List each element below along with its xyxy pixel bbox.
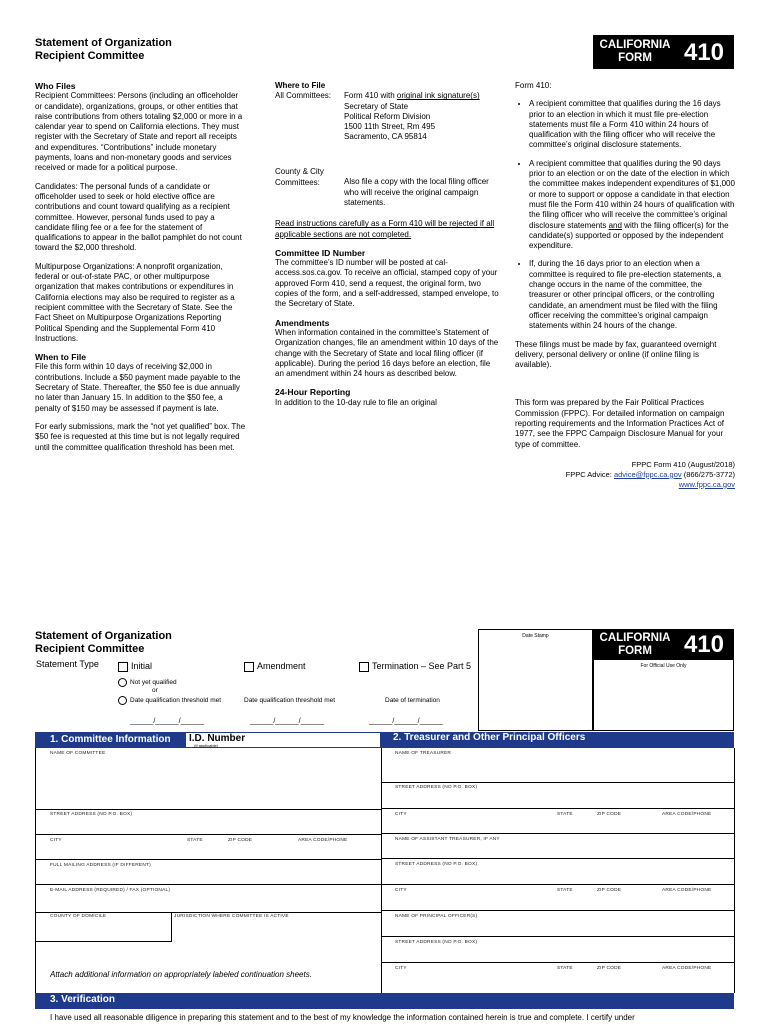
committee-name-field[interactable]: NAME OF COMMITTEE <box>50 751 106 756</box>
or-label: or <box>152 687 158 694</box>
jurisdiction-field[interactable]: JURISDICTION WHERE COMMITTEE IS ACTIVE <box>174 914 289 919</box>
termination-option[interactable]: Termination – See Part 5 <box>359 661 471 672</box>
committee-zip-field[interactable]: ZIP CODE <box>228 838 253 843</box>
committee-phone-field[interactable]: AREA CODE/PHONE <box>298 838 348 843</box>
who-files-text: Recipient Committees: Persons (including an officeholder or candidate), organizations, groups, or other entities that raise contributions from others totaling $2,000 or more in a calendar year to spend on California elections. They must register with the Secretary of State and report all receipts and expenditures. “Contributions” include monetary payments, loans and non-monetary goods and services received or made for a political purpose. <box>35 91 243 173</box>
asst-treasurer-street-field[interactable]: STREET ADDRESS (NO P.O. BOX) <box>395 862 478 867</box>
section-2-bar <box>381 732 734 748</box>
who-files-heading: Who Files <box>35 81 76 91</box>
all-committees-label: All Committees: <box>275 91 332 101</box>
asst-treasurer-phone-field[interactable]: AREA CODE/PHONE <box>662 888 712 893</box>
section-1-title: 1. Committee Information <box>50 734 171 745</box>
all-committees-text: Form 410 with <box>344 91 397 101</box>
form-title-line-1: Statement of Organization <box>35 630 172 642</box>
section-2-title: 2. Treasurer and Other Principal Officers <box>393 732 586 743</box>
address-line-3: 1500 11th Street, Rm 495 <box>344 122 436 132</box>
principal-officer-phone-field[interactable]: AREA CODE/PHONE <box>662 966 712 971</box>
treasurer-city-field[interactable]: CITY <box>395 812 407 817</box>
termination-checkbox[interactable] <box>359 662 369 672</box>
all-committees-block <box>275 91 500 155</box>
bullet-list <box>515 99 735 331</box>
advice-email-link[interactable]: advice@fppc.ca.gov <box>613 469 682 479</box>
title-line-2: Recipient Committee <box>35 50 145 62</box>
filings-text: These filings must be made by fax, guaranteed overnight delivery, personal delivery or online (if online filing is available). <box>515 339 717 370</box>
treasurer-name-field[interactable]: NAME OF TREASURER <box>395 751 452 756</box>
address-line-2: Political Reform Division <box>344 111 431 121</box>
official-use-label: For Official Use Only <box>640 663 687 669</box>
ink-signature-text: original ink signature(s) <box>396 91 480 101</box>
amendment-option[interactable]: Amendment <box>244 661 306 672</box>
24-hour-text: In addition to the 10-day rule to file an original <box>275 397 437 407</box>
page-title <box>35 37 172 63</box>
principal-officer-state-field[interactable]: STATE <box>557 966 573 971</box>
instructions-col-2 <box>275 81 500 416</box>
county-label-1: County & City <box>275 167 324 177</box>
title-line-1: Statement of Organization <box>35 37 172 49</box>
continuation-note: Attach additional information on appropriately labeled continuation sheets. <box>50 970 312 979</box>
read-instructions-warning: Read instructions carefully as a Form 410 will be rejected if all applicable sections are not completed. <box>275 219 495 239</box>
form-badge <box>593 629 734 660</box>
multipurpose-text: Multipurpose Organizations: A nonprofit organization, federal or out-of-state PAC, or other multipurpose organization that makes contributions or expenditures in California elections may also be required to register as a recipient committee with the Secretary of State. See the Fact Sheet on Multipurpose Organizations Reporting Political Spending and the Supplemental Form 410 Instructions. <box>35 261 235 343</box>
asst-treasurer-state-field[interactable]: STATE <box>557 888 573 893</box>
not-yet-qualified-option[interactable]: Not yet qualified <box>118 678 177 687</box>
amendment-checkbox[interactable] <box>244 662 254 672</box>
county-domicile-field[interactable]: COUNTY OF DOMICILE <box>50 914 107 919</box>
amendments-heading: Amendments <box>275 317 330 328</box>
bullet-1: • A recipient committee that qualifies during the 16 days prior to an election in which it must file pre-election statements must file a Form 410 within 24 hours of qualification with the filing officer who will receive the committee’s original disclosure statements. <box>529 99 735 150</box>
address-line-4: Sacramento, CA 95814 <box>344 132 427 142</box>
bullet-2: • A recipient committee that qualifies during the 90 days prior to an election or on the date of the election in which the committee makes independent expenditures of $1,000 or more to support or oppose a candidate in that election must file the Form 410 within 24 hours of qualification with the filing officer who will receive the committee’s original disclosure statements and with the filing officer(s) for the candidate(s) supported or opposed by the independent expenditure. <box>529 159 735 252</box>
date-qualified-option[interactable]: Date qualification threshold met <box>118 696 221 705</box>
treasurer-state-field[interactable]: STATE <box>557 812 573 817</box>
address-line-1: Secretary of State <box>344 101 409 111</box>
form-title <box>35 630 172 656</box>
treasurer-street-field[interactable]: STREET ADDRESS (NO P.O. BOX) <box>395 785 478 790</box>
termination-date-field[interactable]: ______/______/______ <box>369 718 443 725</box>
asst-treasurer-city-field[interactable]: CITY <box>395 888 407 893</box>
section-3-title: 3. Verification <box>50 994 116 1005</box>
form-badge-number: 410 <box>683 631 724 658</box>
badge-number: 410 <box>683 39 724 66</box>
statement-type-label: Statement Type <box>36 659 99 669</box>
initial-option[interactable]: Initial <box>118 661 152 672</box>
county-label-2: Committees: <box>275 177 320 187</box>
footer-block <box>515 460 735 490</box>
initial-checkbox[interactable] <box>118 662 128 672</box>
qualified-date-field[interactable]: ______/______/______ <box>130 718 204 725</box>
committee-id-text: The committee’s ID number will be posted at cal-access.sos.ca.gov. To receive an official, stamped copy of your approved Form 410, send a request, the original form, two copies of the form, and a self-addressed, stamped envelope, to the Secretary of State. <box>275 258 499 309</box>
principal-officer-zip-field[interactable]: ZIP CODE <box>597 966 622 971</box>
badge-california: CALIFORNIA FORM <box>599 39 671 64</box>
id-if-applicable: (If applicable) <box>194 743 219 748</box>
termination-date-label: Date of termination <box>385 697 440 704</box>
bullet-3: • If, during the 16 days prior to an election when a committee is required to file pre-election statements, a change occurs in the name of the committee, the treasurer or other principal officers, or the controlling candidate, an amendment must be filed with the filing officer receiving the committee’s original campaign statements within 24 hours of the change. <box>529 259 735 331</box>
email-fax-field[interactable]: E-MAIL ADDRESS (REQUIRED) / FAX (OPTIONAL) <box>50 888 171 893</box>
24-hour-heading: 24-Hour Reporting <box>275 387 351 398</box>
amendment-date-label: Date qualification threshold met <box>244 697 336 704</box>
date-stamp-label: Date Stamp <box>522 633 549 639</box>
id-number-label: I.D. Number <box>189 733 246 744</box>
section-3-bar <box>35 993 734 1009</box>
not-yet-qualified-radio[interactable] <box>118 678 127 687</box>
fppc-website-link[interactable]: www.fppc.ca.gov <box>678 479 735 489</box>
where-to-file-heading: Where to File <box>275 81 326 90</box>
committee-id-heading: Committee ID Number <box>275 247 366 258</box>
form-title-line-2: Recipient Committee <box>35 643 145 655</box>
id-number-box[interactable] <box>185 732 381 748</box>
principal-officer-street-field[interactable]: STREET ADDRESS (NO P.O. BOX) <box>395 940 478 945</box>
date-qualified-radio[interactable] <box>118 696 127 705</box>
form-version: FPPC Form 410 (August/2018) <box>631 459 735 469</box>
asst-treasurer-zip-field[interactable]: ZIP CODE <box>597 888 622 893</box>
principal-officer-city-field[interactable]: CITY <box>395 966 407 971</box>
instructions-col-1 <box>35 81 247 461</box>
amendment-date-field[interactable]: ______/______/______ <box>250 718 324 725</box>
principal-officer-name-field[interactable]: NAME OF PRINCIPAL OFFICER(S) <box>395 914 478 919</box>
instructions-col-3 <box>515 81 735 490</box>
treasurer-zip-field[interactable]: ZIP CODE <box>597 812 622 817</box>
mailing-address-field[interactable]: FULL MAILING ADDRESS (IF DIFFERENT) <box>50 863 151 868</box>
candidates-text: Candidates: The personal funds of a candidate or officeholder used to seek or hold elective office are contributions and count toward qualifying as a recipient committee. However, personal funds used to pay a candidate filing fee or a fee for the statement of qualifications to appear in the ballot pamphlet do not count toward the $2,000 threshold. <box>35 181 242 253</box>
committee-state-field[interactable]: STATE <box>187 838 203 843</box>
fppc-text: This form was prepared by the Fair Political Practices Commission (FPPC). For detailed information on campaign reporting requirements and the Information Practices Act of 1977, see the FPPC Campaign Disclosure Manual for your type of committee. <box>515 398 725 449</box>
committee-city-field[interactable]: CITY <box>50 838 62 843</box>
county-city-block <box>275 167 500 219</box>
asst-treasurer-name-field[interactable]: NAME OF ASSISTANT TREASURER, IF ANY <box>395 837 500 842</box>
when-to-file-heading: When to File <box>35 352 87 363</box>
verification-text: I have used all reasonable diligence in preparing this statement and to the best of my knowledge the information contained herein is true and complete. I certify under <box>50 1013 635 1022</box>
date-stamp-box <box>478 629 593 731</box>
early-submission-text: For early submissions, mark the “not yet qualified” box. The $50 fee is requested at this time but is not legally required until the committee qualification threshold has been met. <box>35 421 246 452</box>
fppc-advice: FPPC Advice: advice@fppc.ca.gov (866/275-3772) <box>565 469 735 479</box>
amendments-text: When information contained in the committee’s Statement of Organization changes, file an amendment within 10 days of the change with the Secretary of State and local filing officer (if applicable). During the period 16 days before an election, file an amendment within 24 hours as described below. <box>275 327 499 379</box>
when-to-file-text: File this form within 10 days of receiving $2,000 in contributions. Include a $50 payment made payable to the Secretary of State. Thereafter, the $50 fee is due annually no later than January 15. In addition to the $50 fee, a penalty of $150 may be assessed if payment is late. <box>35 362 241 413</box>
form-410-badge <box>593 35 734 69</box>
county-text: Also file a copy with the local filing officer who will receive the original campaign statements. <box>344 177 489 207</box>
committee-street-field[interactable]: STREET ADDRESS (NO P.O. BOX) <box>50 812 133 817</box>
form-badge-california: CALIFORNIA FORM <box>599 632 671 657</box>
treasurer-phone-field[interactable]: AREA CODE/PHONE <box>662 812 712 817</box>
form-410-intro: Form 410: <box>515 81 552 90</box>
